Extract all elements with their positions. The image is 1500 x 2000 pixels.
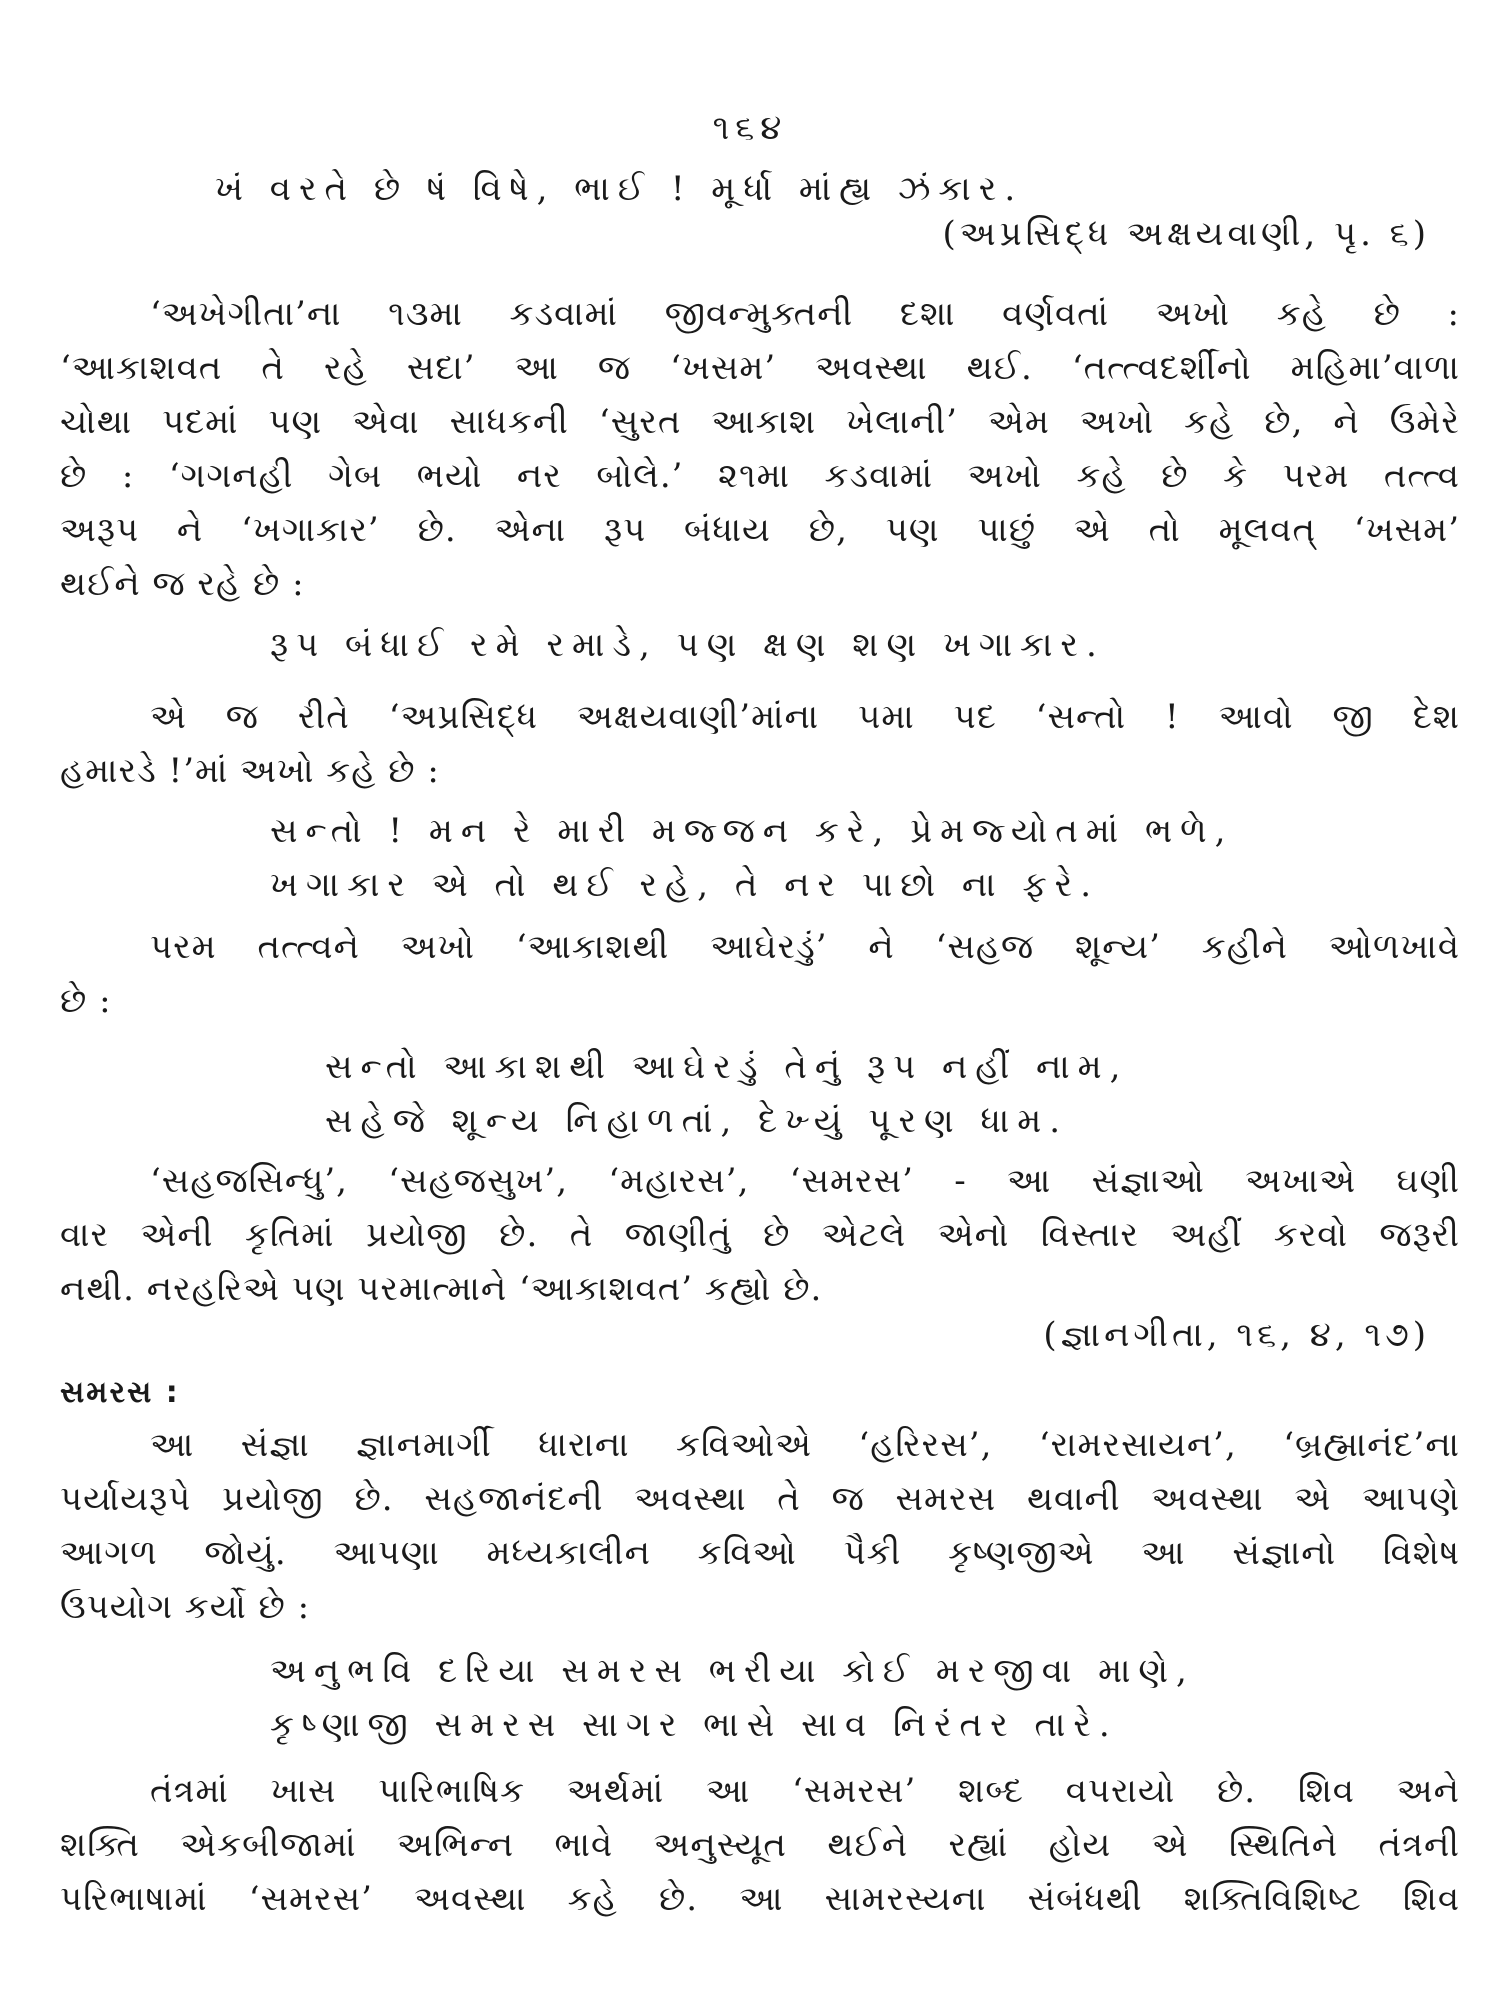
paragraph-6 bbox=[60, 1764, 1460, 1926]
paragraph-line: પરિભાષામાં ‘સમરસ’ અવસ્થા કહે છે. આ સામરસ્યના સંબંધથી શક્તિવિશિષ્ટ શિવ bbox=[60, 1879, 1460, 1919]
paragraph-line: હમારડે !’માં અખો કહે છે : bbox=[60, 751, 440, 791]
paragraph-line: પર્યાયરૂપે પ્રયોજી છે. સહજાનંદની અવસ્થા તે જ સમરસ થવાની અવસ્થા એ આપણે bbox=[60, 1479, 1460, 1519]
paragraph-line: ‘આકાશવત તે રહે સદા’ આ જ ‘ખસમ’ અવસ્થા થઈ. ‘તત્ત્વદર્શીનો મહિમા’વાળા bbox=[60, 348, 1460, 388]
paragraph-line: આ સંજ્ઞા જ્ઞાનમાર્ગી ધારાના કવિઓએ ‘હરિરસ’, ‘રામરસાયન’, ‘બ્રહ્માનંદ’ના bbox=[150, 1425, 1460, 1465]
paragraph-1 bbox=[60, 287, 1460, 611]
intro-verse: ખં વરતે છે ષં વિષે, ભાઈ ! મૂર્ધા માંહ્ય ઝંકાર. bbox=[215, 169, 1024, 209]
paragraph-line: છે : bbox=[60, 981, 112, 1021]
paragraph-line: થઈને જ રહે છે : bbox=[60, 564, 305, 604]
paragraph-line: છે : ‘ગગનહી ગેબ ભયો નર બોલે.’ ૨૧મા કડવામાં અખો કહે છે કે પરમ તત્ત્વ bbox=[60, 456, 1460, 496]
paragraph-line: ‘અખેગીતા’ના ૧૩મા કડવામાં જીવન્મુક્તની દશા વર્ણવતાં અખો કહે છે : bbox=[150, 294, 1460, 334]
paragraph-line: એ જ રીતે ‘અપ્રસિદ્ધ અક્ષયવાણી’માંના ૫મા પદ ‘સન્તો ! આવો જી દેશ bbox=[150, 697, 1460, 737]
paragraph-line: ઉપયોગ કર્યો છે : bbox=[60, 1587, 311, 1627]
paragraph-4-citation: (જ્ઞાનગીતા, ૧૬, ૪, ૧૭) bbox=[1043, 1315, 1430, 1355]
verse-4 bbox=[325, 1040, 1128, 1148]
verse-3 bbox=[270, 804, 1233, 912]
paragraph-line: ચોથા પદમાં પણ એવા સાધકની ‘સુરત આકાશ ખેલાની’ એમ અખો કહે છે, ને ઉમેરે bbox=[60, 402, 1460, 442]
paragraph-line: તંત્રમાં ખાસ પારિભાષિક અર્થમાં આ ‘સમરસ’ શબ્દ વપરાયો છે. શિવ અને bbox=[150, 1771, 1460, 1811]
paragraph-line: વાર એની કૃતિમાં પ્રયોજી છે. તે જાણીતું છે એટલે એનો વિસ્તાર અહીં કરવો જરૂરી bbox=[60, 1215, 1460, 1255]
verse-line: સન્તો આકાશથી આઘેરડું તેનું રૂપ નહીં નામ, bbox=[325, 1047, 1129, 1087]
paragraph-3 bbox=[60, 920, 1460, 1028]
section-heading: સમરસ : bbox=[60, 1375, 180, 1410]
verse-line: ખગાકાર એ તો થઈ રહે, તે નર પાછો ના ફરે. bbox=[270, 865, 1100, 905]
verse-5 bbox=[270, 1644, 1195, 1752]
verse-line: કૃષ્ણાજી સમરસ સાગર ભાસે સાવ નિરંતર તારે. bbox=[270, 1705, 1118, 1745]
paragraph-line: આગળ જોયું. આપણા મધ્યકાલીન કવિઓ પૈકી કૃષ્ણજીએ આ સંજ્ઞાનો વિશેષ bbox=[60, 1533, 1460, 1573]
page-number: ૧૬૪ bbox=[712, 108, 788, 148]
verse-line: સન્તો ! મન રે મારી મજ્જન કરે, પ્રેમજ્યોતમાં ભળે, bbox=[270, 811, 1234, 851]
paragraph-line: ‘સહજસિન્ધુ’, ‘સહજસુખ’, ‘મહારસ’, ‘સમરસ’ - આ સંજ્ઞાઓ અખાએ ઘણી bbox=[150, 1161, 1460, 1201]
paragraph-2 bbox=[60, 690, 1460, 798]
paragraph-line: પરમ તત્ત્વને અખો ‘આકાશથી આઘેરડું’ ને ‘સહજ શૂન્ય’ કહીને ઓળખાવે bbox=[150, 927, 1460, 967]
paragraph-line: અરૂપ ને ‘ખગાકાર’ છે. એના રૂપ બંધાય છે, પણ પાછું એ તો મૂલવત્ ‘ખસમ’ bbox=[60, 510, 1460, 550]
verse-2: રૂપ બંધાઈ રમે રમાડે, પણ ક્ષણ શણ ખગાકાર. bbox=[270, 625, 1105, 665]
paragraph-line: નથી. નરહરિએ પણ પરમાત્માને ‘આકાશવત’ કહ્યો છે. bbox=[60, 1269, 823, 1309]
intro-citation: (અપ્રસિદ્ધ અક્ષયવાણી, પૃ. ૬) bbox=[942, 214, 1430, 254]
verse-line: અનુભવિ દરિયા સમરસ ભરીયા કોઈ મરજીવા માણે, bbox=[270, 1651, 1195, 1691]
paragraph-5 bbox=[60, 1418, 1460, 1634]
paragraph-line: શક્તિ એકબીજામાં અભિન્ન ભાવે અનુસ્યૂત થઈને રહ્યાં હોય એ સ્થિતિને તંત્રની bbox=[60, 1825, 1460, 1865]
paragraph-4 bbox=[60, 1154, 1460, 1316]
verse-line: સહેજે શૂન્ય નિહાળતાં, દેખ્યું પૂરણ ધામ. bbox=[325, 1101, 1069, 1141]
